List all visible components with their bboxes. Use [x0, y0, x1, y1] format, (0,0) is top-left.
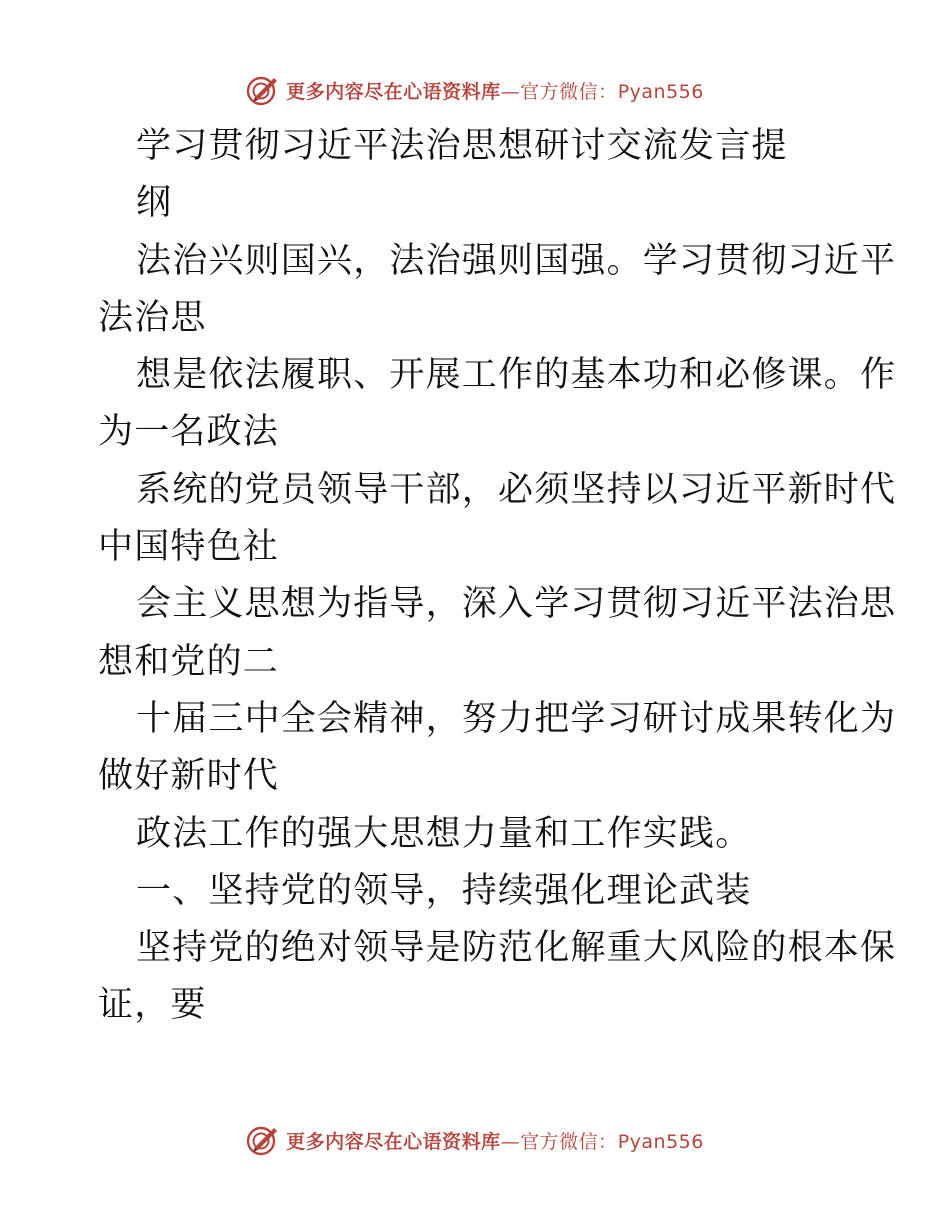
header-banner [0, 72, 950, 108]
header-wechat-label: 官方微信： [520, 80, 618, 103]
footer-brand-text: 更多内容尽在心语资料库 [286, 1130, 501, 1153]
paragraph-line: 十届三中全会精神，努力把学习研讨成果转化为 [136, 698, 897, 739]
footer-wechat-id: Pyan556 [617, 1130, 704, 1153]
section-heading: 一、坚持党的领导，持续强化理论武装 [136, 870, 752, 911]
brand-logo-icon [246, 73, 280, 107]
document-body [98, 118, 897, 1035]
footer-separator: — [500, 1130, 521, 1153]
paragraph-line: 政法工作的强大思想力量和工作实践。 [136, 813, 752, 854]
header-banner-text [286, 77, 704, 104]
paragraph-line: 坚持党的绝对领导是防范化解重大风险的根本保 [136, 928, 897, 969]
header-wechat-id: Pyan556 [617, 80, 704, 103]
footer-banner-text [286, 1127, 704, 1154]
paragraph-line: 想和党的二 [98, 641, 280, 682]
document-title-line-2: 纲 [136, 183, 173, 224]
paragraph-line: 系统的党员领导干部，必须坚持以习近平新时代 [136, 469, 897, 510]
paragraph-line: 法治兴则国兴，法治强则国强。学习贯彻习近平 [136, 240, 897, 281]
footer-wechat-label: 官方微信： [520, 1130, 618, 1153]
document-title-line-1: 学习贯彻习近平法治思想研讨交流发言提 [136, 126, 788, 166]
paragraph-line: 为一名政法 [98, 412, 280, 453]
paragraph-line: 会主义思想为指导，深入学习贯彻习近平法治思 [136, 584, 897, 625]
paragraph-line: 证，要 [98, 985, 207, 1026]
paragraph-line: 法治思 [98, 297, 207, 338]
header-separator: — [500, 80, 521, 103]
header-brand-text: 更多内容尽在心语资料库 [286, 80, 501, 103]
brand-logo-icon [246, 1123, 280, 1157]
paragraph-line: 想是依法履职、开展工作的基本功和必修课。作 [136, 355, 897, 396]
paragraph-line: 做好新时代 [98, 756, 280, 797]
footer-banner [0, 1122, 950, 1158]
paragraph-line: 中国特色社 [98, 527, 280, 568]
